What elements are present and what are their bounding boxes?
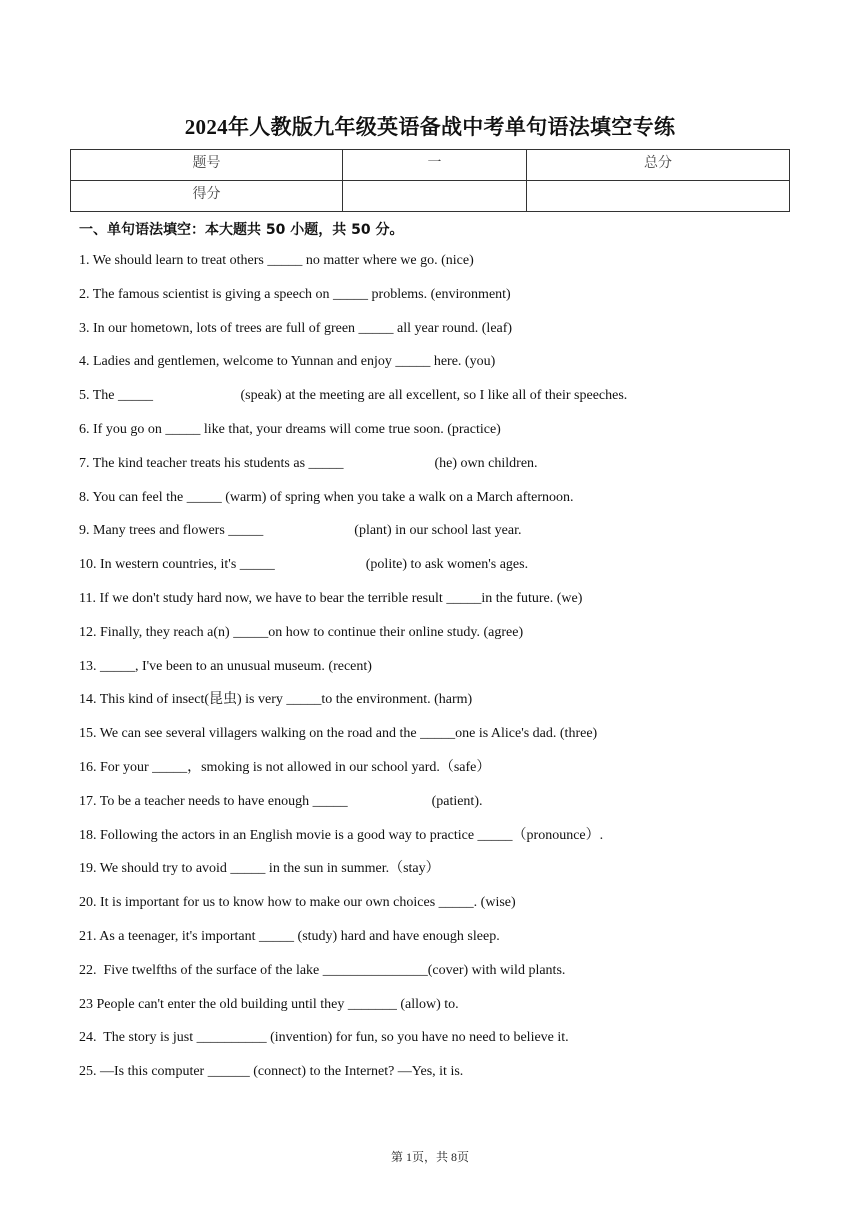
question-list [79, 250, 819, 1095]
question-item: 9. Many trees and flowers _____ (plant) in our school last year. [79, 523, 522, 539]
question-item: 7. The kind teacher treats his students as _____ (he) own children. [79, 455, 538, 471]
score-table-row-label: 得分 [71, 181, 343, 212]
question-item: 10. In western countries, it's _____ (polite) to ask women's ages. [79, 557, 529, 573]
question-item: 23 People can't enter the old building until they _______ (allow) to. [79, 996, 459, 1012]
score-table-header-cell: 题号 [71, 150, 343, 181]
page-title: 2024年人教版九年级英语备战中考单句语法填空专练 [184, 115, 676, 139]
question-item: 8. You can feel the _____ (warm) of spring when you take a walk on a March afternoon. [79, 489, 574, 505]
score-table [70, 149, 790, 212]
question-item: 17. To be a teacher needs to have enough _____ (patient). [79, 793, 483, 809]
question-item: 22. Five twelfths of the surface of the lake _______________(cover) with wild plants. [79, 962, 566, 978]
question-item: 24. The story is just __________ (invention) for fun, so you have no need to believe it. [79, 1030, 569, 1046]
score-table-header-cell: 一 [343, 150, 527, 181]
question-item: 16. For your _____，smoking is not allowed in our school yard.（safe） [79, 759, 491, 775]
question-item: 6. If you go on _____ like that, your dreams will come true soon. (practice) [79, 421, 501, 437]
question-item: 25. —Is this computer ______ (connect) to the Internet? —Yes, it is. [79, 1064, 464, 1080]
question-item: 13. _____, I've been to an unusual museum. (recent) [79, 658, 372, 674]
question-item: 3. In our hometown, lots of trees are full of green _____ all year round. (leaf) [79, 320, 513, 336]
question-item: 2. The famous scientist is giving a speech on _____ problems. (environment) [79, 286, 511, 302]
question-item: 11. If we don't study hard now, we have to bear the terrible result _____in the future. (we) [79, 590, 583, 606]
section-heading: 一、单句语法填空：本大题共 50 小题，共 50 分。 [79, 222, 404, 238]
page-footer: 第 1页，共 8页 [390, 1150, 469, 1164]
question-item: 1. We should learn to treat others _____ no matter where we go. (nice) [79, 253, 474, 268]
question-item: 4. Ladies and gentlemen, welcome to Yunnan and enjoy _____ here. (you) [79, 354, 496, 370]
total-score-cell [527, 181, 790, 212]
question-item: 18. Following the actors in an English movie is a good way to practice _____（pronounce）. [79, 827, 604, 843]
score-cell [343, 181, 527, 212]
question-item: 5. The _____ (speak) at the meeting are all excellent, so I like all of their speeches. [79, 388, 628, 404]
question-item: 20. It is important for us to know how to make our own choices _____. (wise) [79, 895, 516, 911]
question-item: 19. We should try to avoid _____ in the sun in summer.（stay） [79, 861, 440, 877]
question-item: 14. This kind of insect(昆虫) is very _____to the environment. (harm) [79, 692, 473, 708]
question-item: 21. As a teenager, it's important _____ (study) hard and have enough sleep. [79, 928, 500, 944]
question-item: 15. We can see several villagers walking on the road and the _____one is Alice's dad. (three) [79, 726, 598, 742]
score-table-header-cell: 总分 [527, 150, 790, 181]
score-table-score-row [71, 181, 790, 212]
question-item: 12. Finally, they reach a(n) _____on how to continue their online study. (agree) [79, 624, 524, 640]
score-table-header-row [71, 150, 790, 181]
